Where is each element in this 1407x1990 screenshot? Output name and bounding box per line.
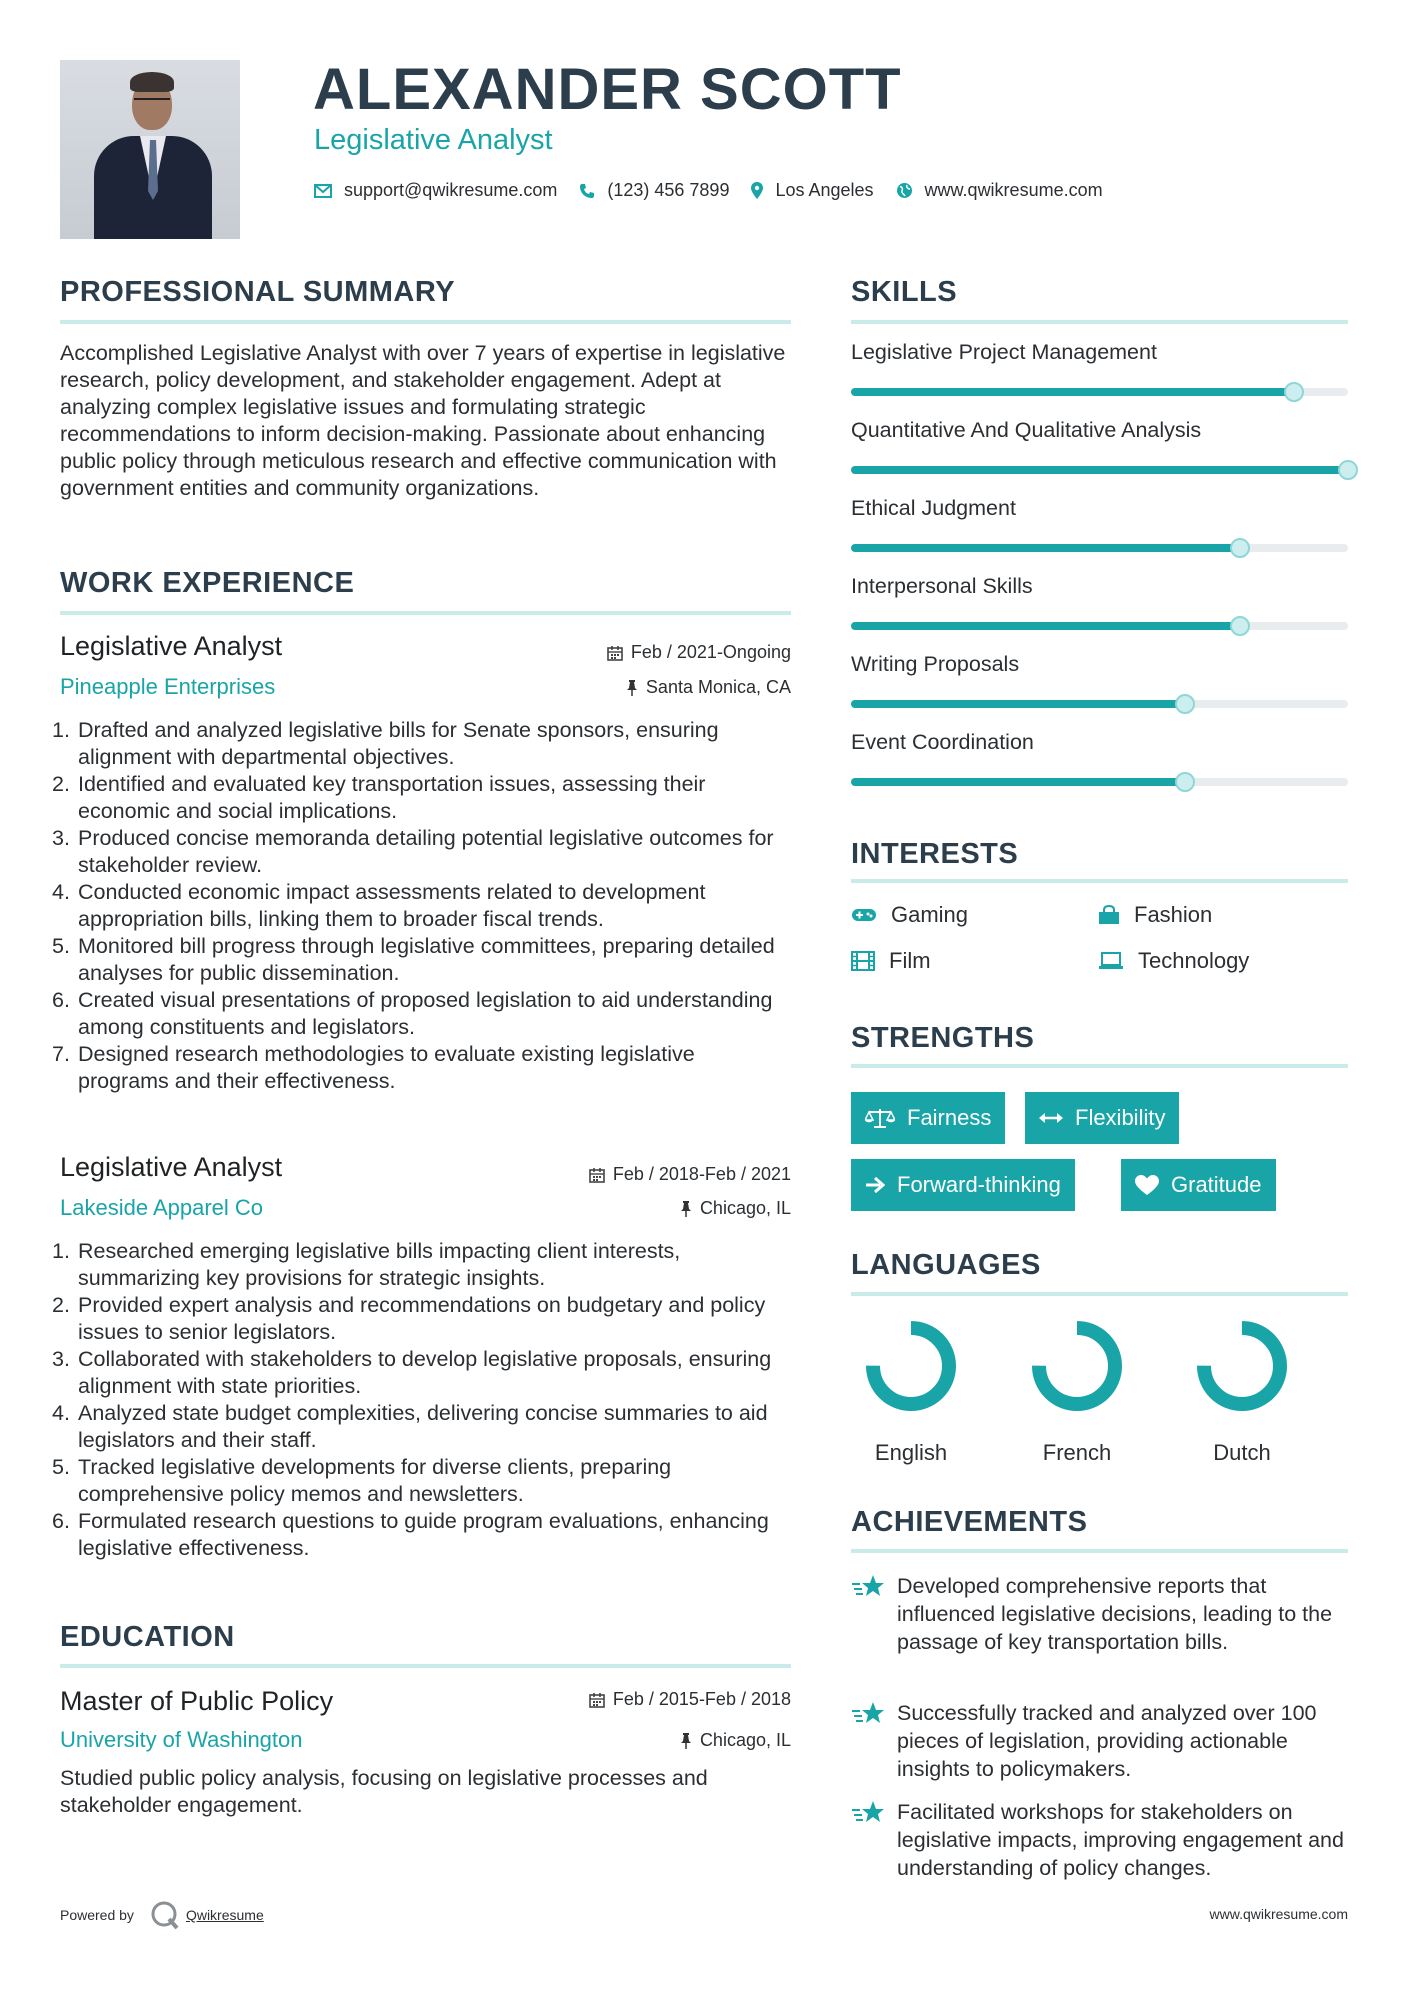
school-name: University of Washington [60, 1727, 303, 1752]
globe-icon [896, 182, 913, 199]
list-item: 6. Formulated research questions to guide program evaluations, enhancing legislative effectiveness. [52, 1509, 769, 1560]
skill-bar-fill [851, 622, 1239, 630]
list-item: 5. Monitored bill progress through legislative committees, preparing detailed analyses for public dissemination. [52, 934, 775, 985]
education-description: Studied public policy analysis, focusing on legislative processes and stakeholder engagement. [60, 1766, 708, 1817]
language-label: Dutch [1213, 1440, 1271, 1465]
contact-email[interactable]: support@qwikresume.com [344, 180, 558, 200]
list-item: 2. Identified and evaluated key transportation issues, assessing their economic and social implications. [52, 772, 706, 823]
skill-label: Ethical Judgment [851, 496, 1016, 520]
skill-bar [851, 700, 1348, 708]
language-label: French [1042, 1440, 1112, 1465]
language-ring-arc [1039, 1328, 1115, 1404]
language-ring [1029, 1318, 1125, 1414]
candidate-name: ALEXANDER SCOTT [313, 57, 902, 122]
skill-bar-knob [1230, 538, 1250, 558]
list-item: 6. Created visual presentations of proposed legislation to aid understanding among constituents and legislators. [52, 988, 773, 1039]
experience-heading: WORK EXPERIENCE [60, 567, 355, 599]
list-item: 3. Produced concise memoranda detailing potential legislative outcomes for stakeholder review. [52, 826, 774, 877]
skill-label: Interpersonal Skills [851, 574, 1033, 598]
interest-item: Technology [1098, 948, 1249, 974]
summary-divider [60, 320, 791, 324]
strengths-divider [851, 1064, 1348, 1068]
skill-bar-fill [851, 700, 1184, 708]
education-location [680, 1730, 791, 1751]
job-dates-text: Feb / 2021-Ongoing [630, 642, 791, 662]
job-location [626, 677, 791, 698]
skill-label: Writing Proposals [851, 652, 1020, 676]
shopping-bag-icon [1098, 905, 1120, 925]
list-item: 7. Designed research methodologies to evaluate existing legislative programs and their effectiveness. [52, 1042, 695, 1093]
skill-label: Event Coordination [851, 730, 1034, 754]
phone-icon [579, 183, 595, 199]
achievements-divider [851, 1549, 1348, 1553]
languages-divider [851, 1292, 1348, 1296]
company-name: Lakeside Apparel Co [60, 1195, 264, 1220]
language-item [856, 1318, 966, 1466]
job-dates [589, 1164, 791, 1185]
skill-bar [851, 622, 1348, 630]
job-title: Legislative Analyst [60, 1152, 283, 1182]
education-heading: EDUCATION [60, 1621, 235, 1653]
interests-divider [851, 879, 1348, 883]
footer-url[interactable]: www.qwikresume.com [1209, 1906, 1348, 1922]
skill-bar-fill [851, 466, 1348, 474]
candidate-title: Legislative Analyst [314, 124, 553, 156]
arrows-horizontal-icon [1039, 1111, 1063, 1125]
skill-bar-fill [851, 544, 1239, 552]
language-ring-arc [1204, 1328, 1280, 1404]
achievement-item: Facilitated workshops for stakeholders on legislative impacts, improving engagement and understanding of policy changes. [851, 1798, 1348, 1882]
language-ring [1194, 1318, 1290, 1414]
list-item: 4. Conducted economic impact assessments related to development appropriation bills, linking them to broader fiscal trends. [52, 880, 706, 931]
list-item: 1. Drafted and analyzed legislative bills for Senate sponsors, ensuring alignment with departmental objectives. [52, 718, 719, 769]
laptop-icon [1098, 952, 1124, 970]
pin-icon [680, 1201, 692, 1217]
balance-scale-icon [865, 1107, 895, 1129]
skills-divider [851, 320, 1348, 324]
interest-item: Fashion [1098, 902, 1212, 928]
star-icon [851, 1574, 885, 1607]
job-location-text: Chicago, IL [699, 1198, 791, 1218]
language-item [1022, 1318, 1132, 1466]
list-item: 5. Tracked legislative developments for diverse clients, preparing comprehensive policy memos and newsletters. [52, 1455, 672, 1506]
strengths-heading: STRENGTHS [851, 1022, 1035, 1054]
calendar-icon [589, 1167, 605, 1183]
arrow-right-icon [865, 1176, 885, 1194]
job-location-text: Santa Monica, CA [645, 677, 791, 697]
contact-website[interactable]: www.qwikresume.com [924, 180, 1103, 200]
summary-heading: PROFESSIONAL SUMMARY [60, 276, 456, 308]
strength-chip: Fairness [851, 1092, 1005, 1144]
education-dates-text: Feb / 2015-Feb / 2018 [612, 1689, 791, 1709]
heart-icon [1135, 1175, 1159, 1196]
skill-bar-knob [1230, 616, 1250, 636]
list-item: 3. Collaborated with stakeholders to develop legislative proposals, ensuring alignment with state priorities. [52, 1347, 772, 1398]
contact-location: Los Angeles [775, 180, 874, 200]
skill-bar-fill [851, 388, 1293, 396]
skill-bar [851, 388, 1348, 396]
achievements-heading: ACHIEVEMENTS [851, 1506, 1088, 1538]
skill-bar-knob [1338, 460, 1358, 480]
interest-item: Gaming [851, 902, 968, 928]
job-dates-text: Feb / 2018-Feb / 2021 [612, 1164, 791, 1184]
interest-item: Film [851, 948, 931, 974]
achievement-item: Successfully tracked and analyzed over 100 pieces of legislation, providing actionable insights to policymakers. [851, 1699, 1348, 1783]
envelope-icon [314, 184, 332, 198]
language-item [1187, 1318, 1297, 1466]
job-title: Legislative Analyst [60, 631, 283, 661]
footer-powered-by: Powered by Qwikresume [60, 1900, 264, 1930]
profile-photo [60, 60, 240, 239]
skill-bar [851, 544, 1348, 552]
job-bullets [52, 717, 791, 1095]
skill-label: Quantitative And Qualitative Analysis [851, 418, 1202, 442]
list-item: 4. Analyzed state budget complexities, delivering concise summaries to aid legislators and their staff. [52, 1401, 768, 1452]
company-name: Pineapple Enterprises [60, 674, 276, 699]
skill-bar-fill [851, 778, 1184, 786]
skill-label: Legislative Project Management [851, 340, 1157, 364]
language-label: English [874, 1440, 948, 1465]
star-icon [851, 1800, 885, 1833]
job-location [680, 1198, 791, 1219]
job-bullets [52, 1238, 791, 1562]
languages-heading: LANGUAGES [851, 1249, 1041, 1281]
map-marker-icon [751, 182, 763, 199]
degree-title: Master of Public Policy [60, 1686, 334, 1716]
education-dates [589, 1689, 791, 1710]
list-item: 1. Researched emerging legislative bills impacting client interests, summarizing key provisions for strategic insights. [52, 1239, 681, 1290]
strength-chip: Gratitude [1121, 1159, 1276, 1211]
achievement-item: Developed comprehensive reports that influenced legislative decisions, leading to the passage of key transportation bills. [851, 1572, 1348, 1656]
calendar-icon [607, 645, 623, 661]
education-divider [60, 1664, 791, 1668]
skill-bar [851, 466, 1348, 474]
calendar-icon [589, 1692, 605, 1708]
language-ring-arc [873, 1328, 949, 1404]
contact-phone[interactable]: (123) 456 7899 [607, 180, 730, 200]
contact-bar [314, 180, 1125, 201]
skills-heading: SKILLS [851, 276, 958, 308]
language-ring [863, 1318, 959, 1414]
film-icon [851, 951, 875, 971]
qwikresume-logo-icon [150, 1900, 180, 1930]
star-icon [851, 1701, 885, 1734]
interests-heading: INTERESTS [851, 838, 1019, 870]
pin-icon [680, 1733, 692, 1749]
summary-text: Accomplished Legislative Analyst with over 7 years of expertise in legislative research, policy development, and stakeholder engagement. Adept at analyzing complex legislative issues and formulating strategic recommendations to inform decision-making. Passionate about enhancing public policy through meticulous research and effective communication with government entities and community organizations. [60, 341, 786, 500]
skill-bar-knob [1175, 694, 1195, 714]
gamepad-icon [851, 907, 877, 923]
skill-bar-knob [1284, 382, 1304, 402]
skill-bar [851, 778, 1348, 786]
strength-chip: Forward-thinking [851, 1159, 1075, 1211]
pin-icon [626, 680, 638, 696]
education-location-text: Chicago, IL [699, 1730, 791, 1750]
experience-divider [60, 611, 791, 615]
strength-chip: Flexibility [1025, 1092, 1179, 1144]
footer-brand-link[interactable]: Qwikresume [185, 1907, 264, 1923]
job-dates [607, 642, 791, 663]
skill-bar-knob [1175, 772, 1195, 792]
list-item: 2. Provided expert analysis and recommendations on budgetary and policy issues to senior legislators. [52, 1293, 766, 1344]
